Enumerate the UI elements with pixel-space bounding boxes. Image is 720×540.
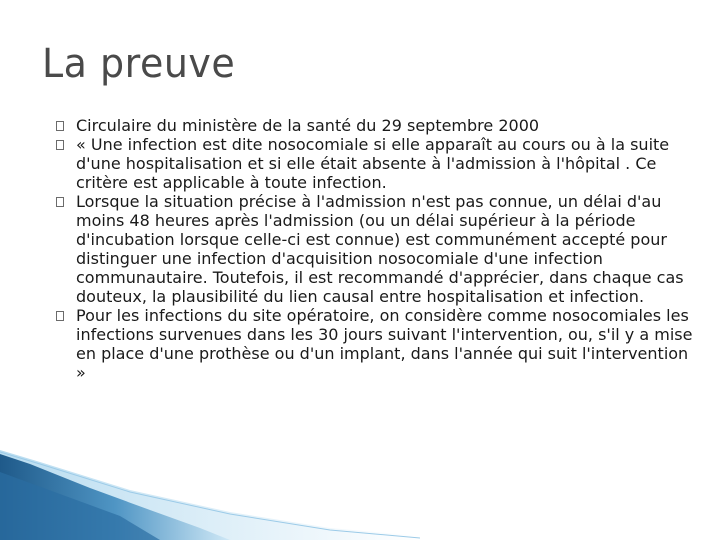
bullet-item-1 xyxy=(56,116,696,135)
bullet-item-3 xyxy=(56,192,696,306)
bullet-text: Circulaire du ministère de la santé du 29 septembre 2000 xyxy=(76,116,540,135)
bullet-square-icon xyxy=(56,197,64,207)
bullet-list xyxy=(56,116,696,382)
bullet-text: Lorsque la situation précise à l'admission n'est pas connue, un délai d'au moins 48 heures après l'admission (ou un délai supérieur à la période d'incubation lorsque celle-ci est connue) est communément accepté pour distinguer une infection d'acquisition nosocomiale d'une infection communautaire. Toutefois, il est recommandé d'apprécier, dans chaque cas douteux, la plausibilité du lien causal entre hospitalisation et infection. xyxy=(76,192,684,306)
bullet-square-icon xyxy=(56,311,64,321)
bullet-square-icon xyxy=(56,121,64,131)
bullet-text: Pour les infections du site opératoire, on considère comme nosocomiales les infections survenues dans les 30 jours suivant l'intervention, ou, s'il y a mise en place d'une prothèse ou d'un implant, dans l'année qui suit l'intervention » xyxy=(76,306,693,382)
bullet-text: « Une infection est dite nosocomiale si elle apparaît au cours ou à la suite d'une hospitalisation et si elle était absente à l'admission à l'hôpital . Ce critère est applicable à toute infection. xyxy=(76,135,670,192)
bullet-item-2 xyxy=(56,135,696,192)
bullet-square-icon xyxy=(56,140,64,150)
decorative-wave-graphic xyxy=(0,450,420,540)
slide-title: La preuve xyxy=(42,40,236,87)
bullet-item-4 xyxy=(56,306,696,382)
